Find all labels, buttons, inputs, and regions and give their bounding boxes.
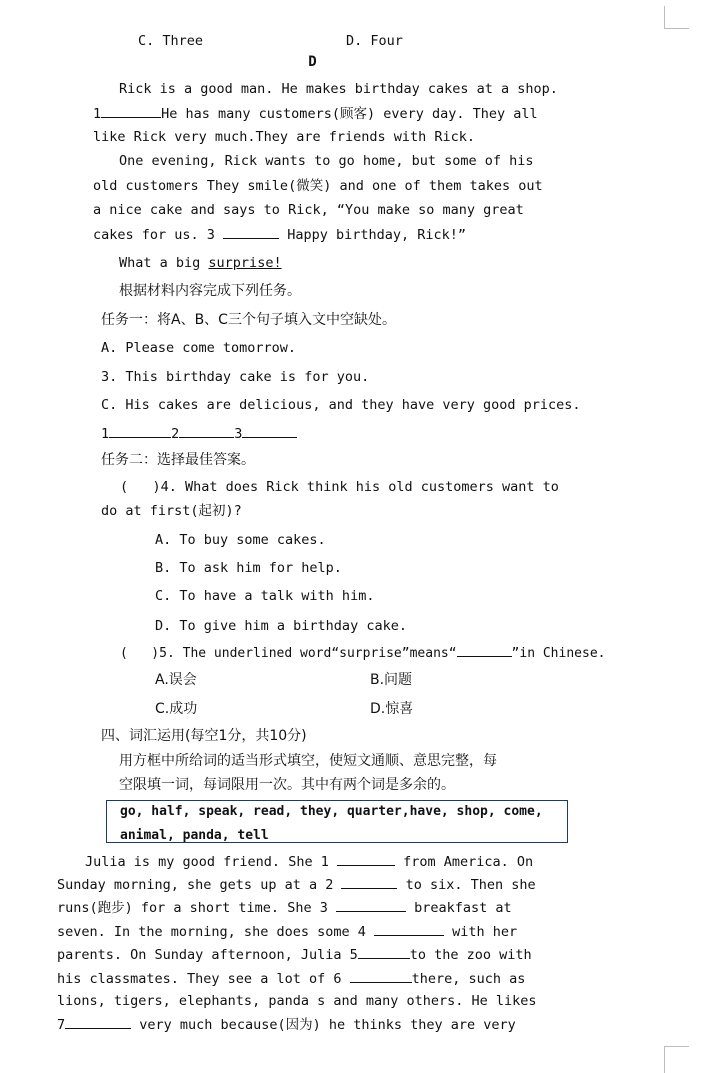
passage-text: Happy birthday, Rick!” [287,227,467,243]
fill-blank[interactable] [179,424,234,438]
passage-line: a nice cake and says to Rick, “You make so many great [93,202,524,218]
sentence-option: 3. This birthday cake is for you. [101,369,370,385]
page-corner-mark-top [664,6,689,29]
blank-number: 2 [171,426,180,442]
passage-line [93,104,538,123]
cloze-text: his classmates. They see a lot of 6 [57,971,342,987]
passage-line: old customers They smile(微笑) and one of them takes out [93,178,543,194]
q5-option: A.误会 [155,672,197,688]
task-instruction: 根据材料内容完成下列任务。 [119,283,301,299]
q4-option: C. To have a talk with him. [155,588,375,604]
cloze-line [57,969,525,988]
cloze-line: lions, tigers, elephants, panda s and many others. He likes [57,993,537,1009]
fill-blank[interactable] [374,922,444,936]
blank-number: 1 [93,106,102,122]
cloze-text: parents. On Sunday afternoon, Julia 5 [57,947,358,963]
underlined-word: surprise! [208,255,282,271]
passage-line: like Rick very much.They are friends with Rick. [93,129,476,145]
section-4-instruction: 用方框中所给词的适当形式填空，使短文通顺、意思完整，每 [119,753,497,769]
fill-blank[interactable] [350,969,412,983]
cloze-line [57,1015,516,1034]
blank-number: 7 [57,1017,66,1033]
q4-option: D. To give him a birthday cake. [155,618,407,634]
fill-blank[interactable] [336,898,406,912]
cloze-line [57,945,532,964]
q5-option: D.惊喜 [370,701,414,717]
cloze-line [57,922,517,941]
q5-option: C.成功 [155,701,198,717]
passage-line: Rick is a good man. He makes birthday cakes at a shop. [119,81,558,97]
passage-text: cakes for us. 3 [93,227,215,243]
question-5 [120,643,605,663]
cloze-line [57,875,536,894]
cloze-line [85,852,533,871]
cloze-text: runs(跑步) for a short time. She 3 [57,900,328,916]
blank-number: 1 [101,426,110,442]
task2-title: 任务二：选择最佳答案。 [101,452,255,468]
fill-blank[interactable] [65,1015,131,1029]
q5-text: ( )5. The underlined word“surprise”means“ [120,646,457,661]
section-4-instruction: 空限填一词，每词限用一次。其中有两个词是多余的。 [119,777,455,793]
sentence-option: A. Please come tomorrow. [101,340,297,356]
fill-blank[interactable] [109,424,171,438]
option-d-four: D. Four [346,33,403,49]
fill-blank[interactable] [358,945,410,959]
fill-blank[interactable] [337,852,395,866]
page-corner-mark-bottom [664,1046,689,1073]
cloze-text: Julia is my good friend. She 1 [85,854,329,870]
passage-heading: D [308,54,317,70]
section-4-title: 四、词汇运用(每空1分，共10分) [101,728,307,744]
cloze-text: Sunday morning, she gets up at a 2 [57,877,334,893]
answer-fill-line [101,424,297,443]
q5-text: ”in Chinese. [511,646,606,661]
question-4: ( )4. What does Rick think his old customers want to [120,479,559,495]
q5-option: B.问题 [370,672,413,688]
fill-blank[interactable] [101,104,161,118]
passage-line [93,225,466,244]
cloze-text: very much because(因为) he thinks they are very [139,1017,516,1033]
option-c-three: C. Three [138,33,204,49]
fill-blank[interactable] [242,424,297,438]
blank-number: 3 [234,426,243,442]
cloze-text: to six. Then she [405,877,536,893]
fill-blank[interactable] [341,875,397,889]
q4-option: A. To buy some cakes. [155,532,326,548]
sentence-option: C. His cakes are delicious, and they have very good prices. [101,397,581,413]
cloze-text: seven. In the morning, she does some 4 [57,924,366,940]
question-4-continued: do at first(起初)? [101,503,242,519]
cloze-text: breakfast at [414,900,512,916]
cloze-line [57,898,512,917]
passage-text: What a big [119,255,201,271]
cloze-text: with her [452,924,518,940]
fill-blank[interactable] [457,643,512,657]
task1-title: 任务一：将A、B、C三个句子填入文中空缺处。 [101,312,396,328]
word-bank-line: animal, panda, tell [120,828,269,843]
passage-text: He has many customers(顾客) every day. They all [161,106,538,122]
passage-line [119,254,282,272]
q4-option: B. To ask him for help. [155,560,342,576]
fill-blank[interactable] [223,225,279,239]
passage-line: One evening, Rick wants to go home, but some of his [119,153,534,169]
cloze-text: to the zoo with [409,947,532,963]
word-bank-line: go, half, speak, read, they, quarter,have, shop, come, [120,804,543,819]
cloze-text: there, such as [411,971,526,987]
cloze-text: from America. On [403,854,534,870]
